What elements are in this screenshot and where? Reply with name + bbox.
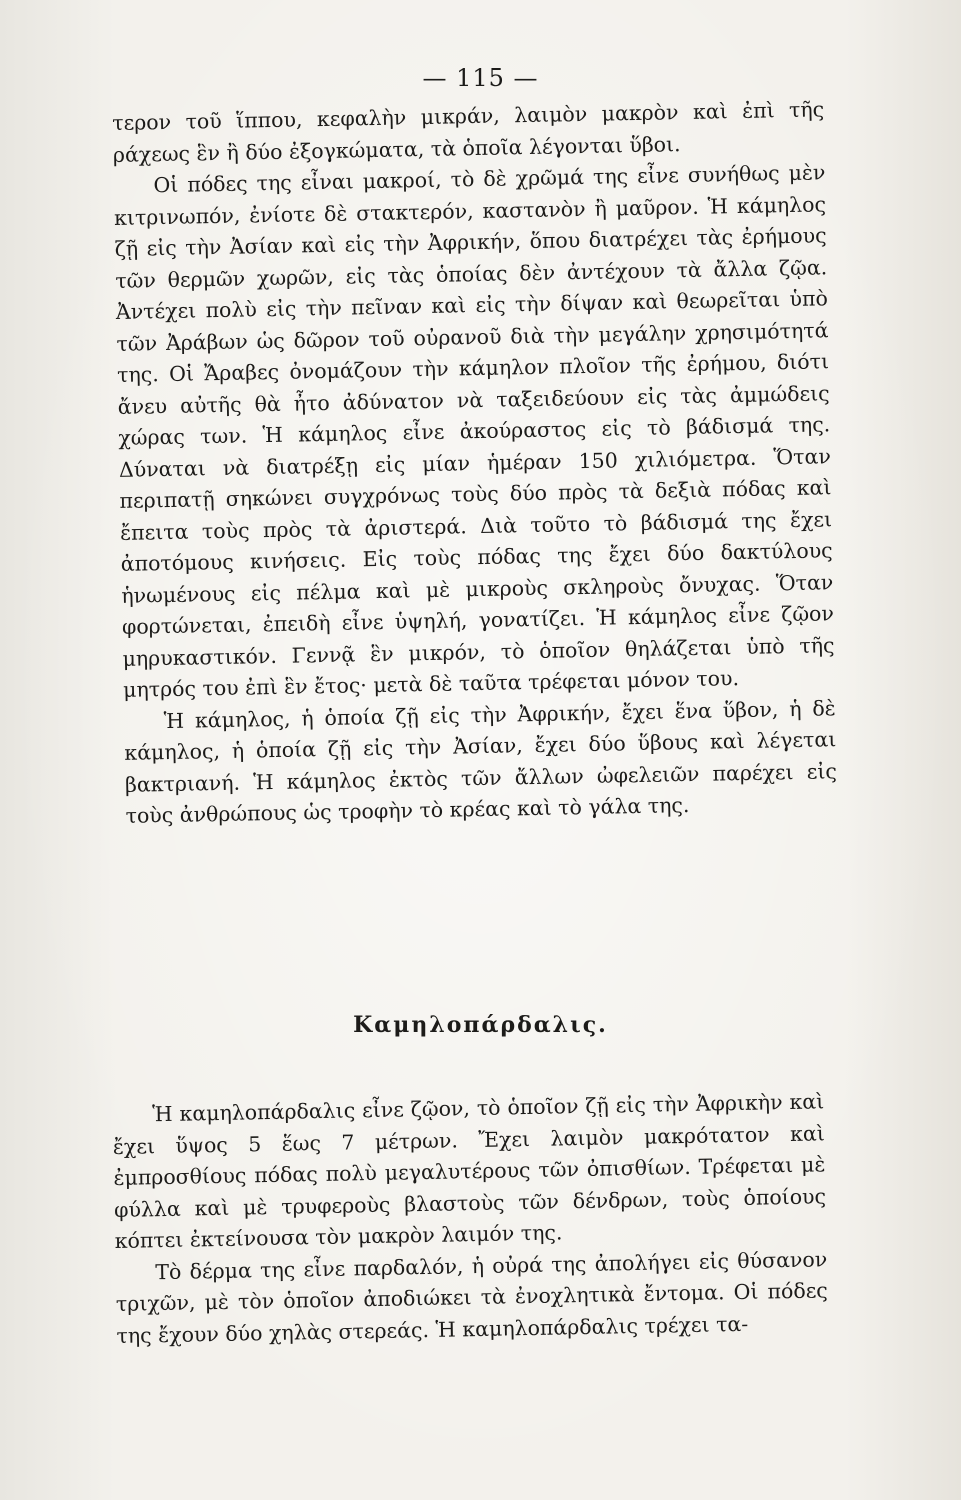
- page-number: — 115 —: [422, 64, 539, 92]
- paragraph-giraffe-description: Ἡ καμηλοπάρδαλις εἶνε ζῷον, τὸ ὁποῖον ζῇ εἰς τὴν Ἀφρικὴν καὶ ἔχει ὕψος 5 ἕως 7 μέτρων. Ἔχει λαιμὸν μακρότατον καὶ ἐμπροσθίους πόδας πολὺ μεγαλυτέρους τῶν ὀπισθίων. Τρέφεται μὲ φύλλα καὶ μὲ τρυφεροὺς βλαστοὺς τῶν δένδρων, τοὺς ὁποίους κόπτει ἐκτείνουσα τὸν μακρὸν λαιμόν της.: [112, 1089, 827, 1253]
- paragraph-camel-types: Ἡ κάμηλος, ἡ ὁποία ζῇ εἰς τὴν Ἀφρικήν, ἔχει ἕνα ὕβον, ἡ δὲ κάμηλος, ἡ ὁποία ζῇ εἰς τὴν Ἀσίαν, ἔχει δύο ὕβους καὶ λέγεται βακτριανή. Ἡ κάμηλος ἐκτὸς τῶν ἄλλων ὠφελειῶν παρέχει εἰς τοὺς ἀνθρώπους ὡς τροφὴν τὸ κρέας καὶ τὸ γάλα της.: [124, 695, 838, 828]
- section-heading-giraffe: Καμηλοπάρδαλις.: [353, 1012, 608, 1038]
- paragraph-camel-description: Οἱ πόδες της εἶναι μακροί, τὸ δὲ χρῶμά της εἶνε συνήθως μὲν κιτρινωπόν, ἐνίοτε δὲ στακτερόν, καστανὸν ἢ μαῦρον. Ἡ κάμηλος ζῇ εἰς τὴν Ἀσίαν καὶ εἰς τὴν Ἀφρικήν, ὅπου διατρέχει τὰς ἐρήμους τῶν θερμῶν χωρῶν, εἰς τὰς ὁποίας δὲν ἀντέχουν τὰ ἄλλα ζῷα. Ἀντέχει πολὺ εἰς τὴν πεῖναν καὶ εἰς τὴν δίψαν καὶ θεωρεῖται ὑπὸ τῶν Ἀράβων ὡς δῶρον τοῦ οὐρανοῦ διὰ τὴν μεγάλην χρησιμότητά της. Οἱ Ἄραβες ὀνομάζουν τὴν κάμηλον πλοῖον τῆς ἐρήμου, διότι ἄνευ αὐτῆς θὰ ἦτο ἀδύνατον νὰ ταξειδεύουν εἰς τὰς ἀμμώδεις χώρας των. Ἡ κάμηλος εἶνε ἀκούραστος εἰς τὸ βάδισμά της. Δύναται νὰ διατρέξῃ εἰς μίαν ἡμέραν 150 χιλιόμετρα. Ὅταν περιπατῇ σηκώνει συγχρόνως τοὺς δύο πρὸς τὰ δεξιὰ πόδας καὶ ἔπειτα τοὺς πρὸς τὰ ἀριστερά. Διὰ τοῦτο τὸ βάδισμά της ἔχει ἀποτόμους κινήσεις. Εἰς τοὺς πόδας της ἔχει δύο δακτύλους ἡνωμένους εἰς πέλμα καὶ μὲ μικροὺς σκληροὺς ὄνυχας. Ὅταν φορτώνεται, ἐπειδὴ εἶνε ὑψηλή, γονατίζει. Ἡ κάμηλος εἶνε ζῷον μηρυκαστικόν. Γεννᾷ ἓν μικρόν, τὸ ὁποῖον θηλάζεται ὑπὸ τῆς μητρός του ἐπὶ ἓν ἔτος· μετὰ δὲ ταῦτα τρέφεται μόνον του.: [113, 160, 835, 702]
- giraffe-text-block: [112, 1086, 829, 1352]
- camel-text-block: [112, 94, 838, 832]
- paragraph-giraffe-skin: Τὸ δέρμα της εἶνε παρδαλόν, ἡ οὐρά της ἀπολήγει εἰς θύσανον τριχῶν, μὲ τὸν ὁποῖον ἀποδιώκει τὰ ἐνοχλητικὰ ἔντομα. Οἱ πόδες της ἔχουν δύο χηλὰς στερεάς. Ἡ καμηλοπάρδαλις τρέχει τα-: [115, 1246, 829, 1348]
- paragraph-continuation: τερον τοῦ ἵππου, κεφαλὴν μικράν, λαιμὸν μακρὸν καὶ ἐπὶ τῆς ράχεως ἓν ἢ δύο ἐξογκώματα, τὰ ὁποῖα λέγονται ὕβοι.: [112, 97, 825, 167]
